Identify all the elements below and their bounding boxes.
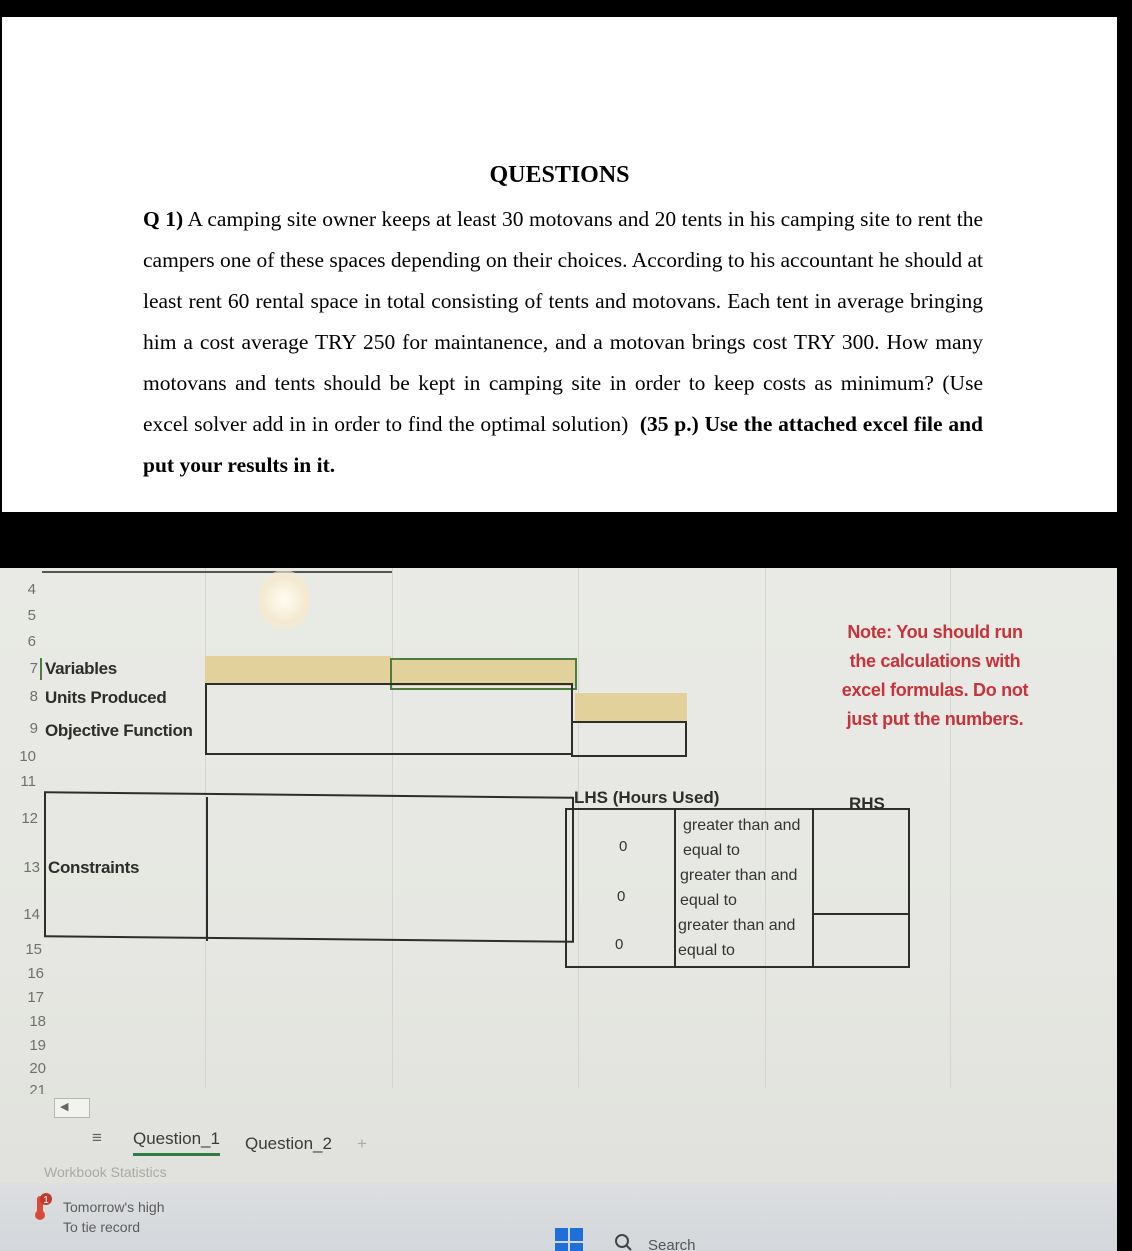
top-border bbox=[42, 571, 392, 573]
rhs-row-divider bbox=[812, 913, 910, 915]
constraints-table[interactable] bbox=[44, 791, 574, 943]
weather-widget-icon[interactable] bbox=[30, 1193, 54, 1221]
scroll-left-icon[interactable]: ◀ bbox=[60, 1101, 69, 1113]
row-number: 21 bbox=[29, 1082, 46, 1094]
windows-start-icon[interactable] bbox=[555, 1228, 583, 1251]
constraints-label: Constraints bbox=[48, 858, 140, 877]
relation-text: greater than and equal to bbox=[683, 817, 801, 859]
row-number: 10 bbox=[19, 748, 36, 765]
search-icon[interactable] bbox=[613, 1232, 635, 1251]
question-document bbox=[2, 17, 1117, 512]
horizontal-scrollbar[interactable] bbox=[54, 1098, 90, 1118]
weather-line-1[interactable]: Tomorrow's high bbox=[63, 1199, 165, 1215]
units-produced-label: Units Produced bbox=[45, 688, 167, 707]
row-number: 20 bbox=[29, 1060, 46, 1077]
row-number: 8 bbox=[29, 688, 38, 705]
lhs-value[interactable]: 0 bbox=[617, 888, 626, 905]
lhs-relation-divider bbox=[674, 810, 676, 966]
question-suffix: (35 p.) Use the attached excel file and put your results in it. bbox=[143, 412, 983, 477]
row-number: 19 bbox=[29, 1037, 46, 1054]
row-number: 14 bbox=[23, 906, 40, 923]
row-number: 18 bbox=[29, 1013, 46, 1030]
tab-question-1[interactable]: Question_1 bbox=[133, 1129, 220, 1156]
light-glare bbox=[258, 570, 310, 630]
row-number: 17 bbox=[27, 989, 44, 1006]
row-number: 5 bbox=[27, 607, 36, 624]
question-text bbox=[143, 199, 983, 486]
variables-label: Variables bbox=[45, 659, 117, 678]
objective-function-cell[interactable] bbox=[571, 721, 687, 757]
relation-text: greater than and equal to bbox=[678, 917, 796, 959]
lhs-value[interactable]: 0 bbox=[619, 838, 628, 855]
lhs-value[interactable]: 0 bbox=[615, 936, 624, 953]
variable-name-cell-1[interactable] bbox=[205, 656, 391, 684]
document-title: QUESTIONS bbox=[489, 162, 630, 188]
weather-line-2[interactable]: To tie record bbox=[63, 1219, 141, 1235]
tab-question-2[interactable]: Question_2 bbox=[245, 1134, 332, 1153]
taskbar-search-input[interactable]: Search bbox=[648, 1237, 696, 1251]
sheet-menu-icon[interactable]: ≡ bbox=[92, 1128, 102, 1147]
objective-coefficient-fill[interactable] bbox=[575, 693, 687, 721]
row-number: 12 bbox=[21, 810, 38, 827]
question-label: Q 1) bbox=[143, 207, 184, 231]
row-number: 11 bbox=[20, 773, 36, 790]
formula-note: Note: You should run the calculations with excel formulas. Do not just put the numbers. bbox=[841, 622, 1029, 729]
row-number: 9 bbox=[29, 720, 38, 737]
units-produced-cells[interactable] bbox=[205, 683, 573, 755]
row-number: 16 bbox=[27, 965, 44, 982]
rhs-header: RHS bbox=[849, 794, 885, 813]
lhs-header: LHS (Hours Used) bbox=[574, 788, 720, 807]
active-row-marker bbox=[40, 658, 42, 680]
row-number: 15 bbox=[25, 941, 42, 958]
relation-text: greater than and equal to bbox=[680, 867, 798, 909]
row-number: 4 bbox=[27, 581, 36, 598]
workbook-statistics[interactable]: Workbook Statistics bbox=[44, 1164, 167, 1180]
spreadsheet-area bbox=[0, 568, 1117, 1251]
row-number: 13 bbox=[23, 859, 40, 876]
row-number: 7 bbox=[29, 660, 38, 677]
constraints-divider bbox=[206, 797, 208, 941]
weather-badge: 1 bbox=[43, 1195, 49, 1206]
row-number: 6 bbox=[27, 633, 36, 650]
question-body: A camping site owner keeps at least 30 motovans and 20 tents in his camping site to rent the campers one of these spaces depending on their choices. According to his accountant he should at least rent 60 rental space in total consisting of tents and motovans. Each tent in average bringing him a cost average TRY 250 for maintanence, and a motovan brings cost TRY 300. How many motovans and tents should be kept in camping site in order to keep costs as minimum? (Use excel solver add in in order to find the optimal solution) bbox=[143, 207, 983, 436]
objective-function-label: Objective Function bbox=[45, 721, 193, 740]
add-sheet-button[interactable]: + bbox=[357, 1134, 367, 1153]
